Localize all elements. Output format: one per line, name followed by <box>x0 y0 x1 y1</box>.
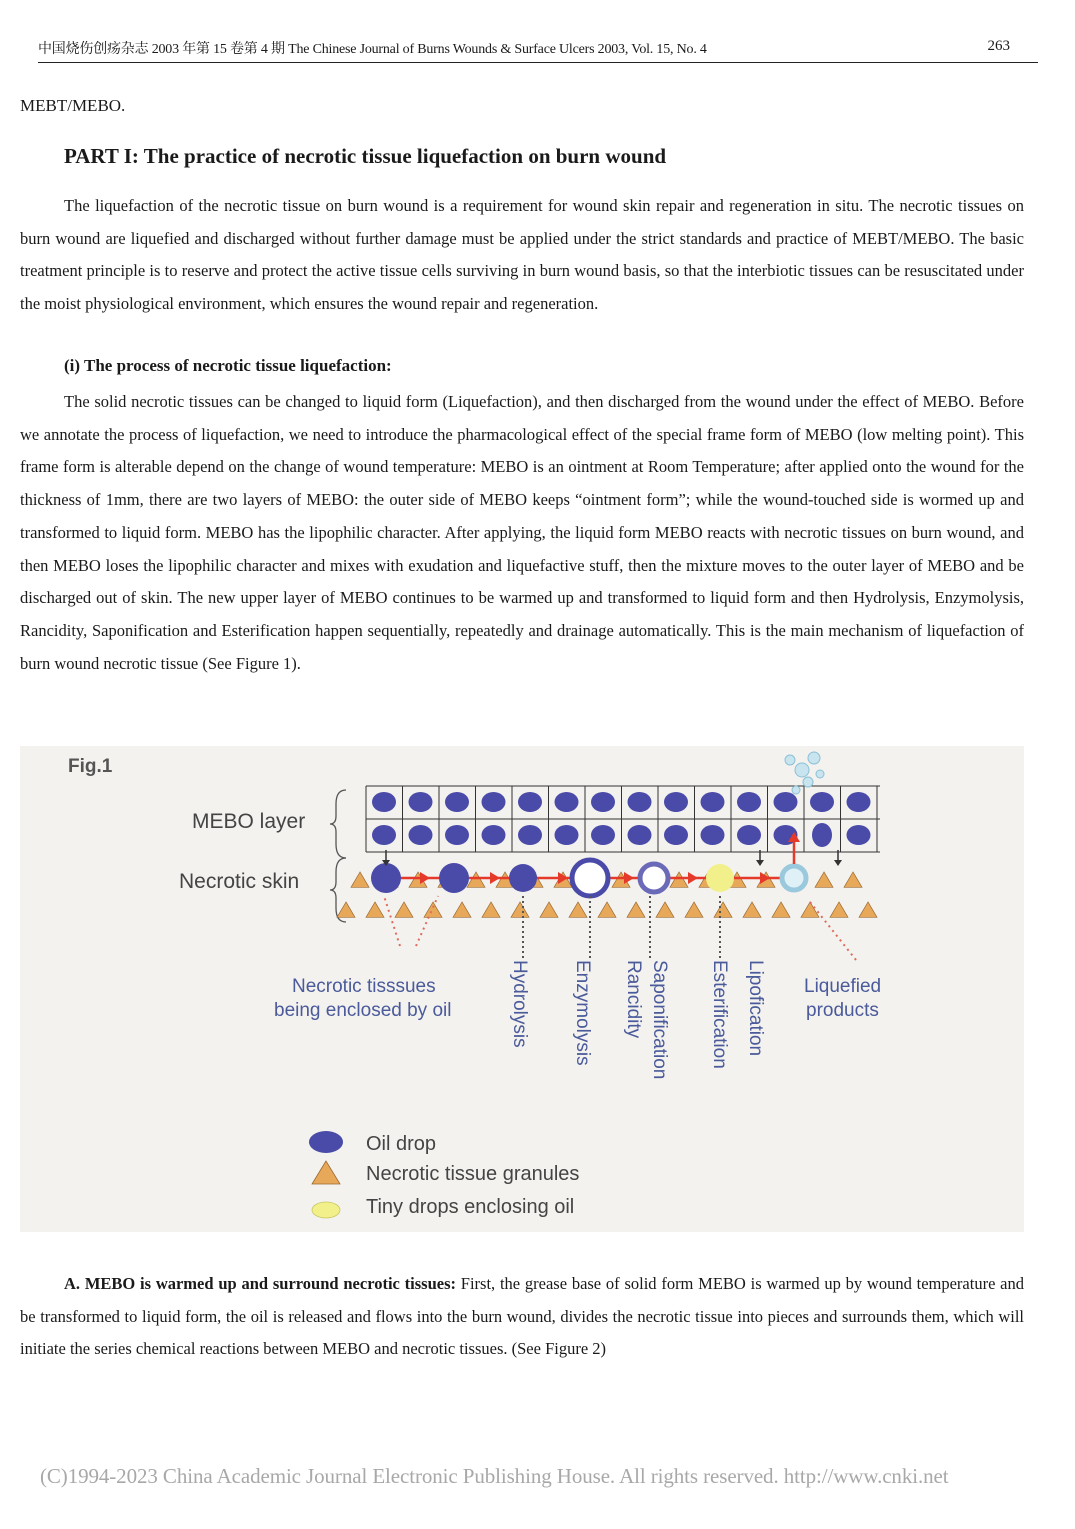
oil-drop <box>409 792 433 812</box>
granule <box>859 902 877 917</box>
header-journal: 中国烧伤创疡杂志 2003 年第 15 卷第 4 期 The Chinese Journal of Burns Wounds & Surface Ulcers 2003, Vol. 15, No. 4 <box>38 42 707 57</box>
pointer-line <box>810 902 856 960</box>
oil-drop <box>774 792 798 812</box>
granule <box>569 902 587 917</box>
pointer-line <box>416 896 438 946</box>
oil-drop <box>810 792 834 812</box>
arrow-head <box>624 872 634 884</box>
paragraph-3-text: First, the grease base of solid form MEBO is warmed up by wound temperature and be transformed to liquid form, the oil is released and flows into the burn wound, divides the necrotic tissue into pieces and surrounds them, which will initiate the series chemical reactions between MEBO and necrotic tissues. (See Figure 2) <box>20 1274 1025 1359</box>
arrow-head <box>490 872 500 884</box>
granule <box>453 902 471 917</box>
legend-oil-label: Oil drop <box>366 1133 437 1155</box>
annot-liquefied-line1: Liquefied <box>804 976 882 997</box>
paragraph-3-lead: A. MEBO is warmed up and surround necrotic tissues: <box>64 1274 456 1293</box>
arrow-head <box>834 860 842 866</box>
oil-drop <box>847 825 871 845</box>
annot-saponification: Saponification <box>649 960 670 1080</box>
figure-1-diagram <box>20 746 1024 1232</box>
granule <box>395 902 413 917</box>
paragraph-1 <box>20 190 1024 321</box>
running-header <box>38 36 1038 63</box>
granule <box>482 902 500 917</box>
granule <box>815 872 833 887</box>
annot-enzymolysis: Enzymolysis <box>572 960 593 1066</box>
granule <box>337 902 355 917</box>
granule <box>627 902 645 917</box>
granule <box>656 902 674 917</box>
paragraph-3 <box>20 1268 1024 1366</box>
granule <box>540 902 558 917</box>
granule <box>844 872 862 887</box>
arrow-head <box>756 860 764 866</box>
annot-liquefied-line2: products <box>806 1000 879 1021</box>
annot-lipofication: Lipofication <box>745 960 766 1057</box>
granule <box>424 902 442 917</box>
liquefaction-process <box>371 752 856 960</box>
figure-1 <box>20 746 1024 1232</box>
oil-drop <box>628 825 652 845</box>
annot-esterification: Esterification <box>709 960 730 1069</box>
pointer-line <box>384 896 400 946</box>
liquefied-bubble <box>808 752 820 764</box>
oil-drop <box>847 792 871 812</box>
oil-drop <box>812 823 832 847</box>
arrow-head <box>420 872 430 884</box>
oil-drop <box>409 825 433 845</box>
oil-drop <box>518 792 542 812</box>
oil-drop <box>664 792 688 812</box>
oil-drop <box>555 825 579 845</box>
granule <box>511 902 529 917</box>
granule <box>801 902 819 917</box>
oil-drop <box>482 792 506 812</box>
oil-drop <box>737 792 761 812</box>
liquefied-bubble <box>816 770 824 778</box>
mebo-brace <box>330 790 346 858</box>
figure-label: Fig.1 <box>68 756 113 777</box>
liquefied-bubble <box>785 755 795 765</box>
paragraph-2 <box>20 386 1024 680</box>
annot-rancidity: Rancidity <box>623 960 644 1039</box>
subsection-heading: (i) The process of necrotic tissue liquefaction: <box>64 356 392 375</box>
mebo-layer-label: MEBO layer <box>192 810 306 833</box>
page-number: 263 <box>987 38 1010 54</box>
granule <box>772 902 790 917</box>
legend-granule-swatch <box>312 1161 340 1184</box>
process-stage <box>439 863 469 893</box>
oil-drop <box>372 792 396 812</box>
oil-drop <box>701 825 725 845</box>
process-stage <box>706 864 734 892</box>
granule <box>670 872 688 887</box>
oil-drop <box>628 792 652 812</box>
copyright-footer: (C)1994-2023 China Academic Journal Electronic Publishing House. All rights reserved. http://www.cnki.net <box>40 1464 949 1488</box>
oil-drop <box>372 825 396 845</box>
oil-drop <box>445 825 469 845</box>
granule <box>714 902 732 917</box>
liquefied-bubble <box>795 763 809 777</box>
granule <box>467 872 485 887</box>
oil-drop <box>701 792 725 812</box>
oil-drop <box>591 825 615 845</box>
process-stage <box>371 863 401 893</box>
granule <box>598 902 616 917</box>
mebo-grid <box>366 786 880 852</box>
annot-enclosed-line2: being enclosed by oil <box>274 1000 452 1021</box>
granule <box>366 902 384 917</box>
section-title: PART I: The practice of necrotic tissue liquefaction on burn wound <box>64 144 667 168</box>
process-stage <box>782 866 806 890</box>
oil-drop <box>664 825 688 845</box>
legend-oil-swatch <box>309 1131 343 1153</box>
oil-drop <box>591 792 615 812</box>
process-stage <box>640 864 668 892</box>
legend-tiny-swatch <box>312 1202 340 1218</box>
legend-granules-label: Necrotic tissue granules <box>366 1163 580 1185</box>
paragraph-1-text: The liquefaction of the necrotic tissue on burn wound is a requirement for wound skin repair and regeneration in situ. The necrotic tissues on burn wound are liquefied and discharged without further damage must be applied under the strict standards and practice of MEBT/MEBO. The basic treatment principle is to reserve and protect the active tissue cells surviving in burn wound basis, so that the interbiotic tissues can be resuscitated under the moist physiological environment, which ensures the wound repair and regeneration. <box>20 196 1024 314</box>
oil-drop <box>737 825 761 845</box>
granule <box>351 872 369 887</box>
liquefied-bubble <box>803 777 813 787</box>
necrotic-skin-label: Necrotic skin <box>179 870 300 893</box>
annot-hydrolysis: Hydrolysis <box>509 960 530 1048</box>
legend-tiny-label: Tiny drops enclosing oil <box>366 1196 575 1218</box>
granule <box>685 902 703 917</box>
granule <box>743 902 761 917</box>
oil-drop <box>482 825 506 845</box>
arrow-head <box>688 872 698 884</box>
process-stage <box>572 860 608 896</box>
oil-drop <box>445 792 469 812</box>
liquefied-bubble <box>792 786 800 794</box>
continued-text: MEBT/MEBO. <box>20 96 126 115</box>
granule <box>830 902 848 917</box>
oil-drop <box>518 825 542 845</box>
oil-drop <box>555 792 579 812</box>
annot-enclosed-line1: Necrotic tisssues <box>292 976 436 997</box>
paragraph-2-text: The solid necrotic tissues can be changed to liquid form (Liquefaction), and then discharged from the wound under the effect of MEBO. Before we annotate the process of liquefaction, we need to introduce the pharmacological effect of the special frame form of MEBO (low melting point). This frame form is alterable depend on the change of wound temperature: MEBO is an ointment at Room Temperature; after applied onto the wound for the thickness of 1mm, there are two layers of MEBO: the outer side of MEBO keeps “ointment form”; while the wound-touched side is wormed up and transformed to liquid form. MEBO has the lipophilic character. After applying, the liquid form MEBO reacts with necrotic tissues on burn wound, and then MEBO loses the lipophilic character and mixes with exudation and liquefactive stuff, then the mixture moves to the outer layer of MEBO and be discharged out of skin. The new upper layer of MEBO continues to be warmed up and transformed to liquid form and then Hydrolysis, Enzymolysis, Rancidity, Saponification and Esterification happen sequentially, repeatedly and drainage automatically. This is the main mechanism of liquefaction of burn wound necrotic tissue (See Figure 1). <box>20 392 1024 673</box>
process-stage <box>509 864 537 892</box>
